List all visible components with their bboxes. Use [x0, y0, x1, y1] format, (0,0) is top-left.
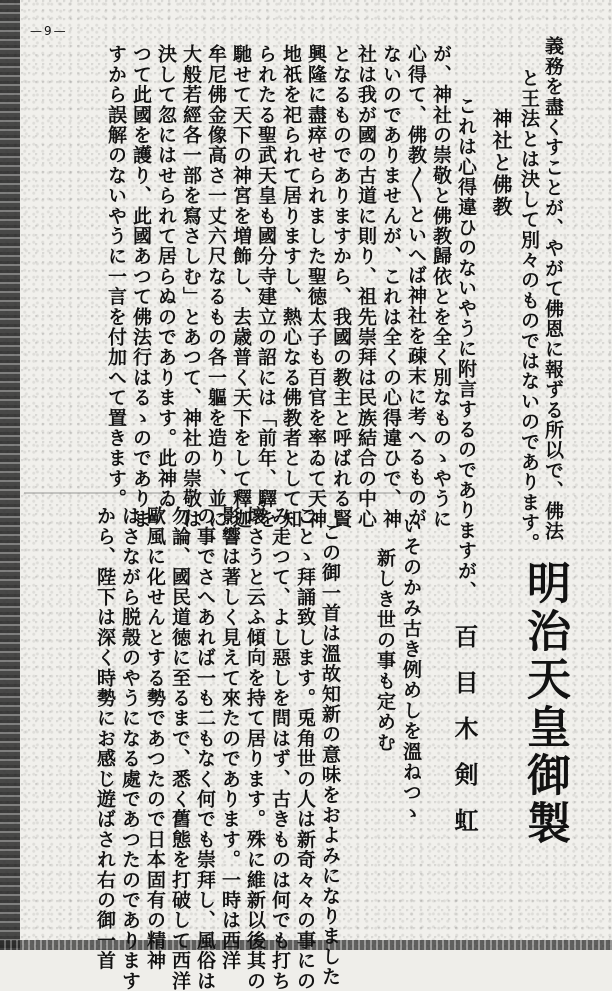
lower-body-line-10: から、陛下は深く時勢にお感じ遊ばされ右の御一首 [94, 506, 116, 971]
upper-body-line-8: 地祇を祀られて居りますし、熱心なる佛教者として知 [280, 44, 302, 529]
page-number: —9— [30, 24, 68, 38]
upper-body-line-4: ないのでありませんが、これは全くの心得違ひで、神 [380, 44, 402, 529]
upper-body-line-9: られたる聖武天皇も國分寺建立の詔には「前年、驛を [255, 44, 277, 529]
lower-body-line-9: はさながら脱殼のやうになる處であつたのであります [119, 506, 141, 991]
upper-body-line-1: これは心得違ひのないやうに附言するのでありますが、 [455, 96, 477, 601]
lower-body-line-1: この御一首は溫故知新の意味をおよみになりました [319, 522, 341, 987]
upper-body-line-13: 決して忽にはせられて居らぬのであります。此神ゐ [155, 44, 177, 509]
upper-lead-line-1: 義務を盡くすことが、やがて佛恩に報ずる所以で、佛法 [542, 36, 564, 541]
article-author: 百目木剣虹 [450, 624, 479, 854]
lower-body-line-4: 壞さうと云ふ傾向を持て居ります。殊に維新以後其の [244, 506, 266, 991]
upper-body-line-11: 牟尼佛金像高さ一丈六尺なるもの各一軀を造り、並に [205, 44, 227, 529]
upper-body-line-5: 社は我が國の古道に則り、祖先崇拜は民族結合の中心 [355, 44, 377, 529]
article-title: 明治天皇御製 [519, 560, 570, 848]
lower-body-line-6: の事でさへあれば一も二もなく何でも崇拜し、風俗は [194, 506, 216, 991]
upper-body-line-2: が、神社の崇敬と佛教歸依とを全く別なものゝやうに [430, 44, 452, 529]
upper-body-line-15: すから誤解のないやうに一言を付加へて置きます。 [105, 44, 127, 509]
poem-line-1: いそのかみ古き例めしを溫ねつゝ [400, 516, 422, 824]
upper-body-line-6: となるものでありますから、我國の教主と呼ばれる賢 [330, 44, 352, 529]
upper-body-line-10: 馳せて天下の神宮を増飾し、去歳普く天下をして釋迦 [230, 44, 252, 529]
upper-lead-line-2: と王法とは決して別々のものではないのであります。 [518, 68, 540, 553]
scan-edge-left [0, 0, 20, 950]
lower-body-line-2: ことゝ拜誦致します。兎角世の人は新奇々々の事にの [294, 506, 316, 991]
lower-body-line-8: 歐風に化せんとする勢であつたので日本固有の精神 [144, 506, 166, 971]
upper-heading: 神社と佛教 [489, 108, 513, 218]
upper-body-line-3: 心得て、佛教〳〵といへば神社を疎末に考へるものが [405, 44, 427, 528]
poem-line-2: 新しき世の事も定めむ [374, 548, 396, 753]
lower-body-line-7: 勿論、國民道徳に至るまで、悉く舊態を打破して西洋 [169, 506, 191, 991]
section-divider [24, 492, 428, 494]
upper-body-line-12: 大般若經各一部を寫さしむ」とあつて、神社の崇敬は [180, 44, 202, 529]
upper-body-line-14: つて此國を護り、此國あつて佛法行はるゝのでありま [130, 44, 152, 529]
lower-body-line-5: 影響は著しく見えて來たのであります。一時は西洋 [219, 506, 241, 971]
lower-body-line-3: み走つて、よし惡しを問はず、古きものは何でも打ち [269, 506, 291, 991]
upper-body-line-7: 興隆に盡瘁せられました聖徳太子も百官を率ゐて天神 [305, 44, 327, 529]
